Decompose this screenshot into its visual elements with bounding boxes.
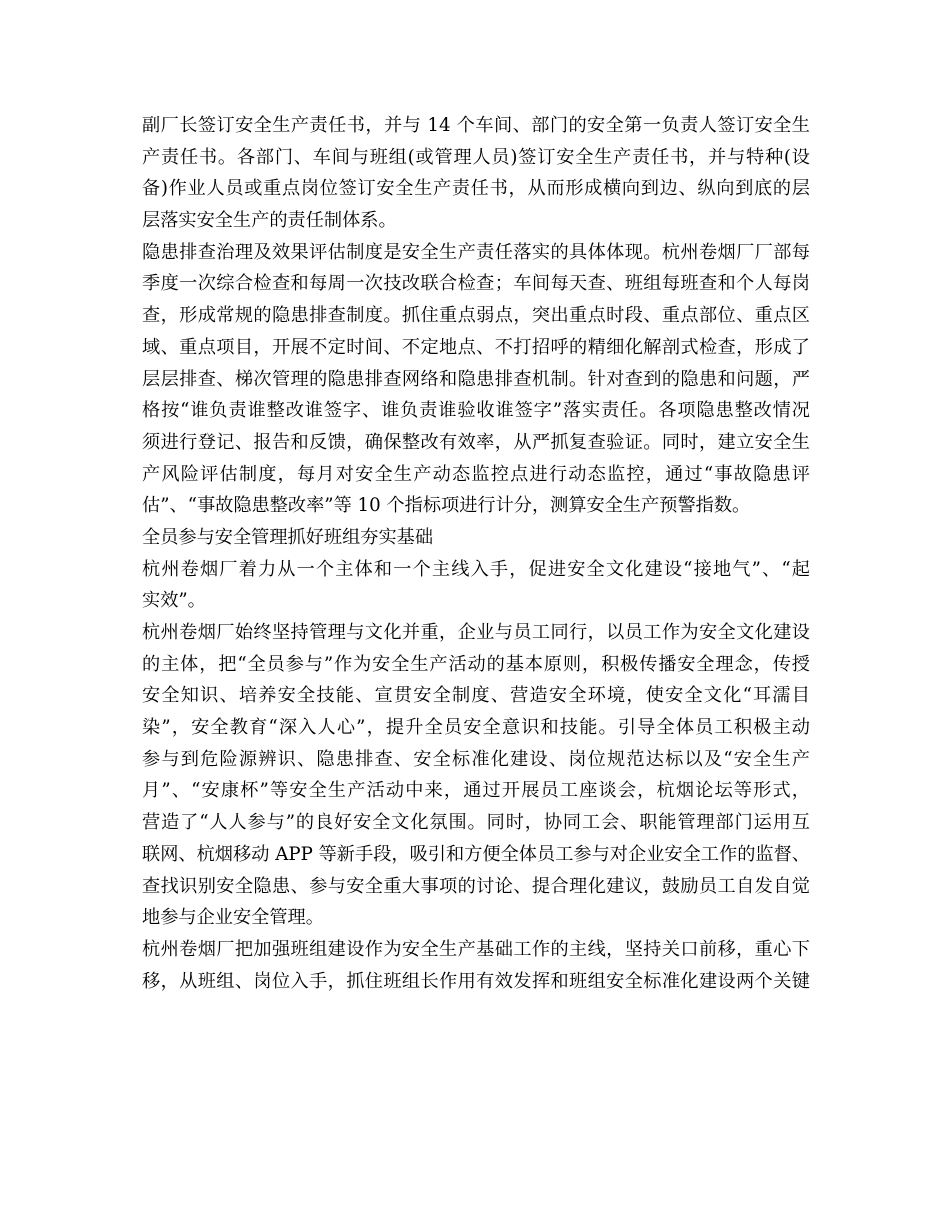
- paragraph: [142, 934, 810, 997]
- text-line: 格按“谁负责谁整改谁签字、谁负责谁验收谁签字”落实责任。各项隐患整改情况: [142, 400, 810, 422]
- text-line: 产责任书。各部门、车间与班组(或管理人员)签订安全生产责任书，并与特种(设: [142, 146, 810, 168]
- text-line: 查，形成常规的隐患排查制度。抓住重点弱点，突出重点时段、重点部位、重点区: [142, 305, 810, 327]
- paragraph: [142, 554, 810, 617]
- text-line: 查找识别安全隐患、参与安全重大事项的讨论、提合理化建议，鼓励员工自发自觉: [142, 875, 810, 897]
- text-line: 备)作业人员或重点岗位签订安全生产责任书，从而形成横向到边、纵向到底的层: [142, 178, 810, 200]
- text-line: 实效”。: [142, 590, 206, 612]
- text-line: 杭州卷烟厂把加强班组建设作为安全生产基础工作的主线，坚持关口前移，重心下: [142, 938, 810, 960]
- text-line: 隐患排查治理及效果评估制度是安全生产责任落实的具体体现。杭州卷烟厂厂部每: [142, 241, 810, 263]
- text-line: 的主体，把“全员参与”作为安全生产活动的基本原则，积极传播安全理念，传授: [142, 653, 810, 675]
- text-line: 须进行登记、报告和反馈，确保整改有效率，从严抓复查验证。同时，建立安全生: [142, 431, 810, 453]
- text-line: 杭州卷烟厂着力从一个主体和一个主线入手，促进安全文化建设“接地气”、“起: [142, 558, 810, 580]
- text-line: 地参与企业安全管理。: [142, 907, 324, 929]
- text-line: 域、重点项目，开展不定时间、不定地点、不打招呼的精细化解剖式检查，形成了: [142, 336, 810, 358]
- paragraph: [142, 110, 810, 237]
- text-line: 季度一次综合检查和每周一次技改联合检查；车间每天查、班组每班查和个人每岗: [142, 273, 810, 295]
- text-line: 月”、“安康杯”等安全生产活动中来，通过开展员工座谈会，杭烟论坛等形式，: [142, 780, 810, 802]
- text-line: 产风险评估制度，每月对安全生产动态监控点进行动态监控，通过“事故隐患评: [142, 463, 810, 485]
- paragraph: [142, 237, 810, 522]
- text-line: 副厂长签订安全生产责任书，并与 14 个车间、部门的安全第一负责人签订安全生: [142, 115, 810, 136]
- text-line: 杭州卷烟厂始终坚持管理与文化并重，企业与员工同行，以员工作为安全文化建设: [142, 622, 810, 643]
- text-line: 全员参与安全管理抓好班组夯实基础: [142, 526, 434, 548]
- text-line: 染”，安全教育“深入人心”，提升全员安全意识和技能。引导全体员工积极主动: [142, 717, 810, 739]
- document-page: [142, 110, 810, 997]
- text-line: 层层排查、梯次管理的隐患排查网络和隐患排查机制。针对查到的隐患和问题，严: [142, 368, 810, 390]
- text-line: 安全知识、培养安全技能、宣贯安全制度、营造安全环境，使安全文化“耳濡目: [142, 685, 810, 707]
- text-line: 层落实安全生产的责任制体系。: [142, 210, 397, 232]
- text-line: 估”、“事故隐患整改率”等 10 个指标项进行计分，测算安全生产预警指数。: [142, 495, 751, 517]
- paragraph: [142, 617, 810, 934]
- section-heading: [142, 522, 810, 554]
- text-line: 联网、杭烟移动 APP 等新手段，吸引和方便全体员工参与对企业安全工作的监督、: [142, 843, 810, 865]
- text-line: 参与到危险源辨识、隐患排查、安全标准化建设、岗位规范达标以及“安全生产: [142, 748, 810, 770]
- text-line: 移，从班组、岗位入手，抓住班组长作用有效发挥和班组安全标准化建设两个关键: [142, 970, 810, 992]
- text-line: 营造了“人人参与”的良好安全文化氛围。同时，协同工会、职能管理部门运用互: [142, 812, 810, 834]
